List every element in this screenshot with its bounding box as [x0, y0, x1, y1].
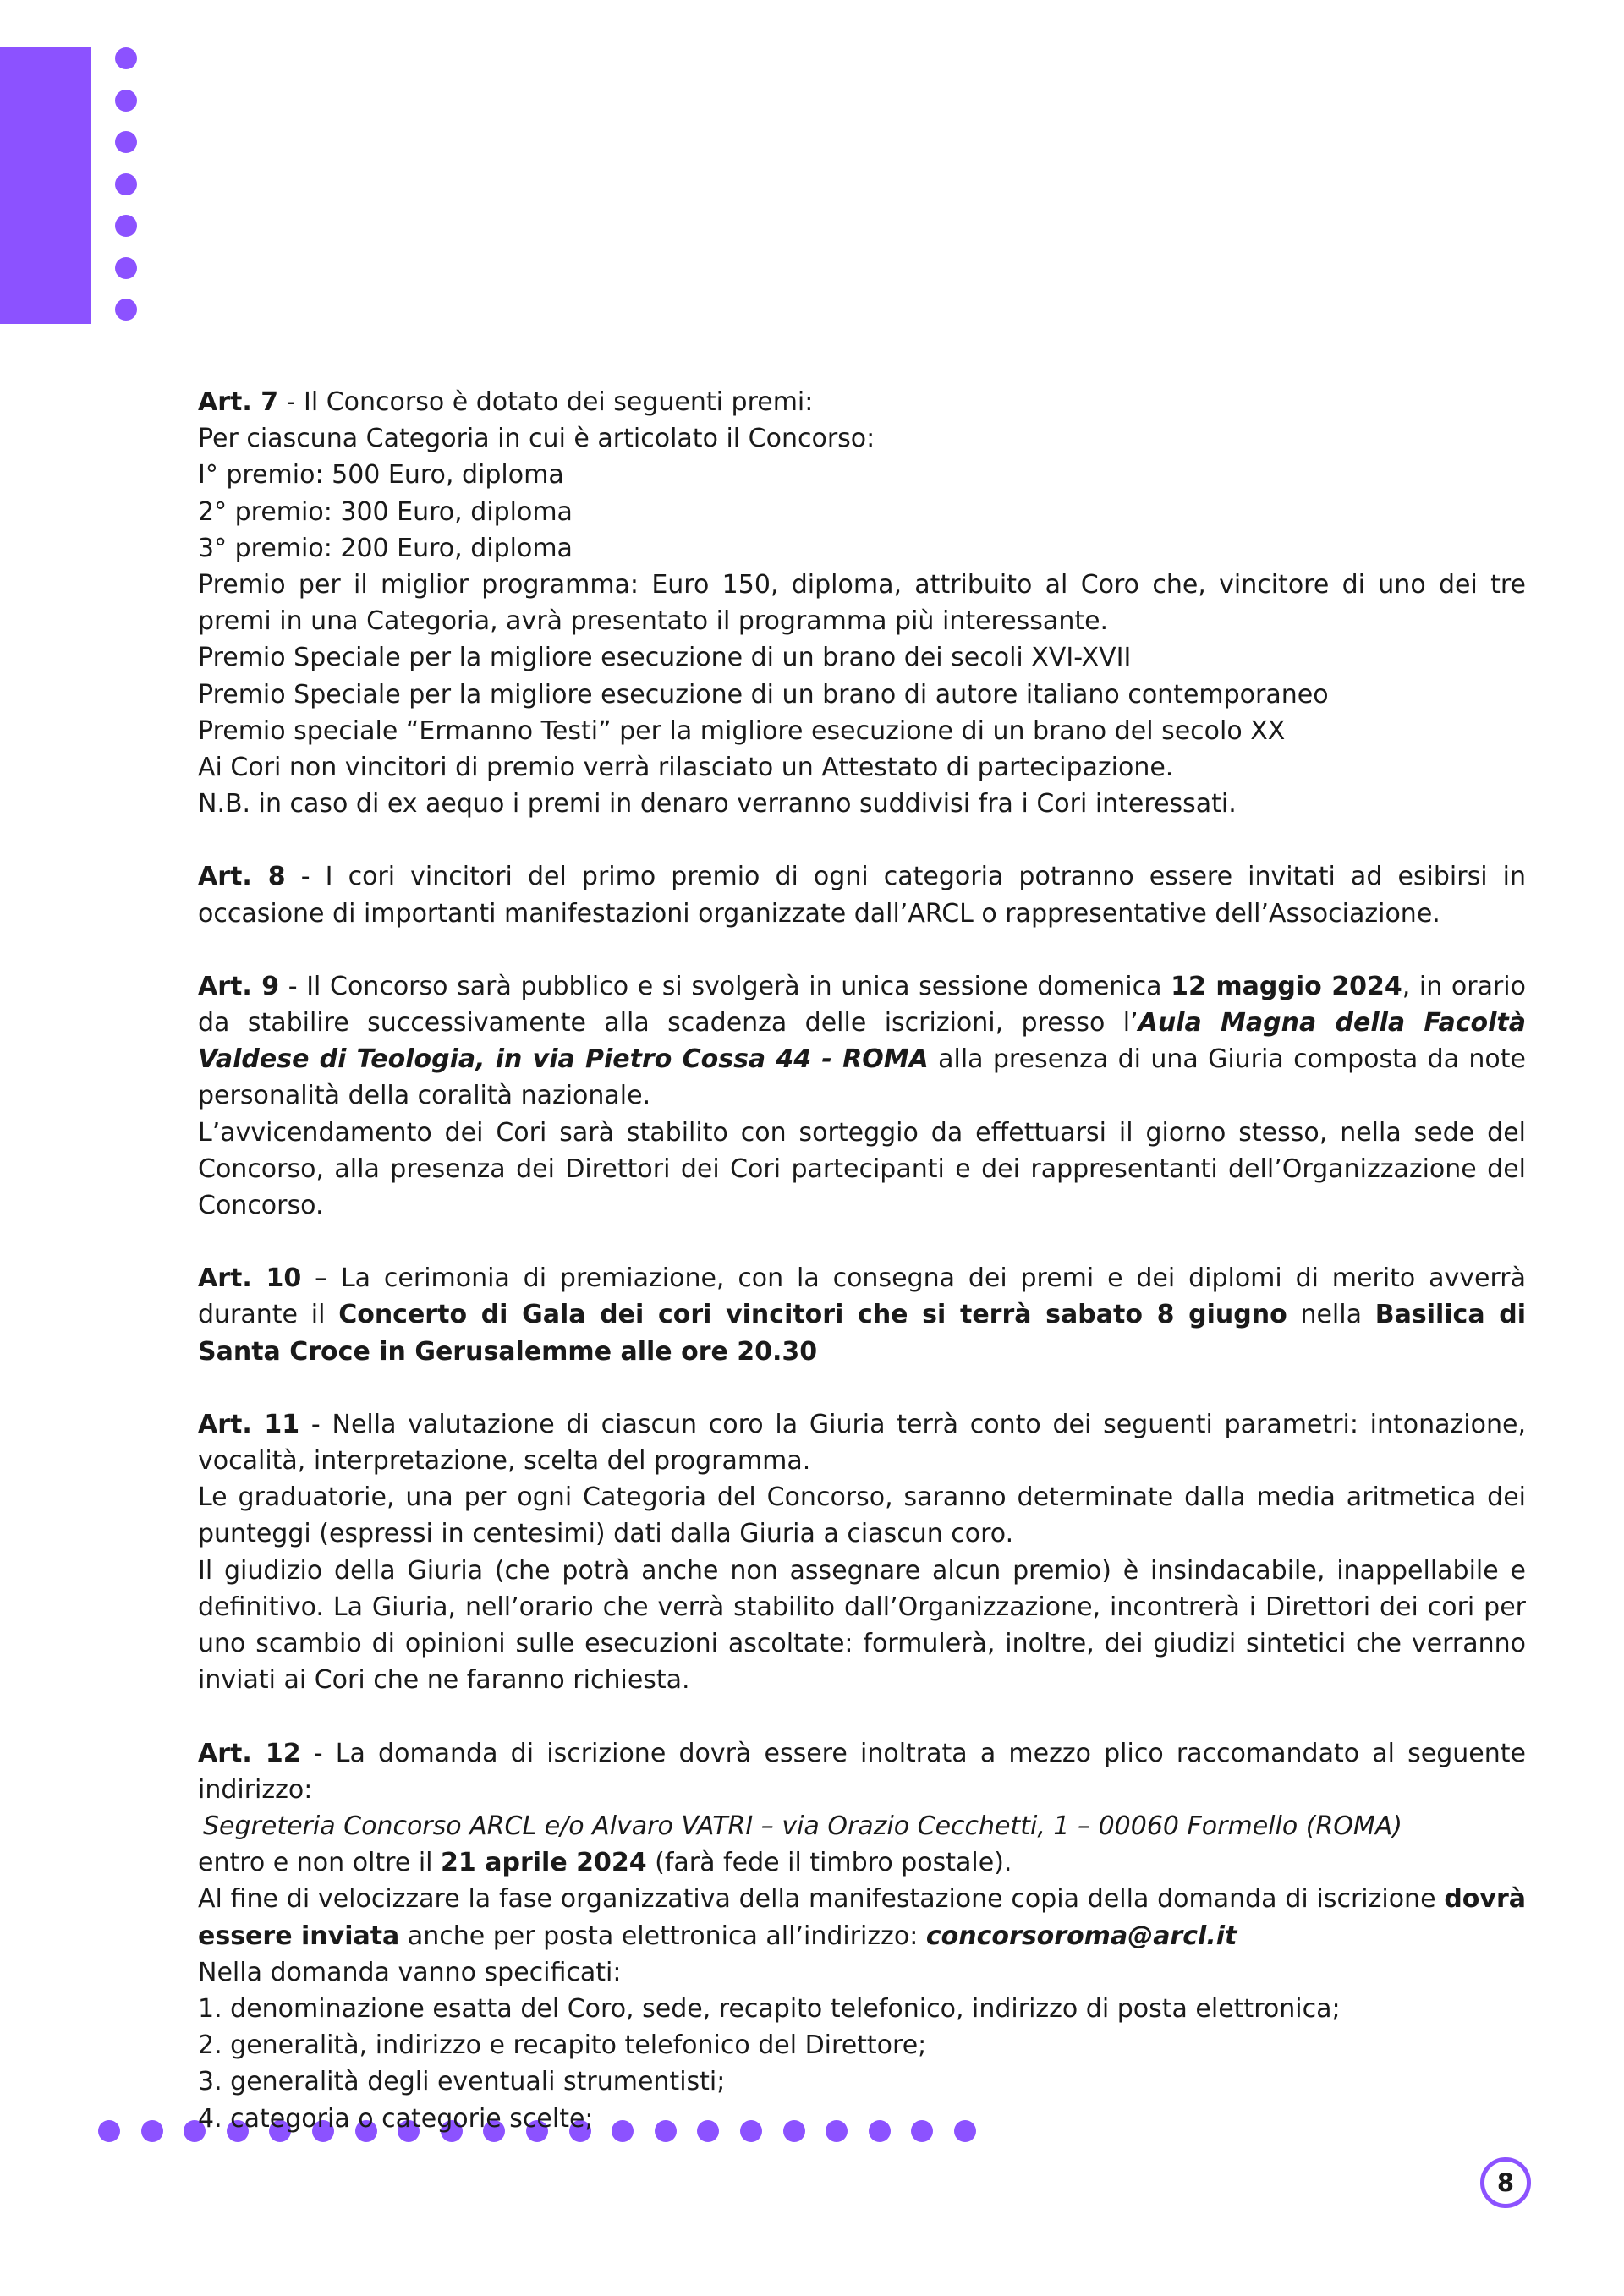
- list-item: 1. denominazione esatta del Coro, sede, recapito telefonico, indirizzo di posta elettronica;: [198, 1993, 1341, 2024]
- event-date: 12 maggio 2024: [1171, 971, 1402, 1001]
- dot: [141, 2120, 163, 2142]
- article-10-label: Art. 10: [198, 1263, 302, 1294]
- article-7: [198, 384, 1526, 822]
- article-11: Art. 11 - Nella valutazione di ciascun coro la Giuria terrà conto dei seguenti parametri: intonazione, vocalità, interpretazione, scelta del programma. Le graduatorie, una per ogni Categoria del Concorso, saranno determinate dalla media aritmetica dei punteggi (espressi in centesimi) dati dalla Giuria a ciascun coro. Il giudizio della Giuria (che potrà anche non assegnare alcun premio) è insindacabile, inappellabile e definitivo. La Giuria, nell’orario che verrà stabilito dall’Organizzazione, incontrerà i Direttori dei cori per uno scambio di opinioni sulle esecuzioni ascoltate: formulerà, inoltre, dei giudizi sintetici che verranno inviati ai Cori che ne faranno richiesta.: [198, 1406, 1526, 1699]
- article-7-line: Per ciascuna Categoria in cui è articolato il Concorso:: [198, 424, 875, 454]
- corner-accent-bar: [0, 47, 91, 324]
- article-9-label: Art. 9: [198, 971, 280, 1001]
- dot: [115, 215, 137, 237]
- list-intro: Nella domanda vanno specificati:: [198, 1957, 622, 1987]
- article-7-line: N.B. in caso di ex aequo i premi in denaro verranno suddivisi fra i Cori interessati.: [198, 789, 1237, 819]
- article-11-paragraph-2: Le graduatorie, una per ogni Categoria del Concorso, saranno determinate dalla media aritmetica dei punteggi (espressi in centesimi) dati dalla Giuria a ciascun coro.: [198, 1482, 1526, 1549]
- article-7-label: Art. 7: [198, 387, 279, 417]
- dot: [115, 90, 137, 112]
- gala-venue: Basilica di Santa Croce in Gerusalemme alle ore 20.30: [198, 1300, 1526, 1367]
- article-7-intro: Art. 7 - Il Concorso è dotato dei seguenti premi:: [198, 387, 814, 417]
- registration-deadline: 21 aprile 2024: [441, 1848, 647, 1878]
- venue-address: Aula Magna della Facoltà Valdese di Teologia, in via Pietro Cossa 44 - ROMA: [198, 1008, 1526, 1075]
- dot: [98, 2120, 120, 2142]
- dot: [115, 173, 137, 195]
- postal-address: Segreteria Concorso ARCL e/o Alvaro VATRI – via Orazio Cecchetti, 1 – 00060 Formello (ROMA): [203, 1811, 1403, 1841]
- article-7-line: 3° premio: 200 Euro, diploma: [198, 533, 573, 563]
- gala-concert: Concerto di Gala dei cori vincitori che si terrà sabato 8 giugno: [338, 1300, 1287, 1330]
- dot: [115, 257, 137, 279]
- article-7-line: I° premio: 500 Euro, diploma: [198, 460, 564, 490]
- requirements-list: [198, 1991, 1526, 2137]
- article-11-paragraph-3: Il giudizio della Giuria (che potrà anche non assegnare alcun premio) è insindacabile, inappellabile e definitivo. La Giuria, nell’orario che verrà stabilito dall’Organizzazione, incontrerà i Direttori dei cori per uno scambio di opinioni sulle esecuzioni ascoltate: formulerà, inoltre, dei giudizi sintetici che verranno inviati ai Cori che ne faranno richiesta.: [198, 1555, 1526, 1696]
- article-9: Art. 9 - Il Concorso sarà pubblico e si svolgerà in unica sessione domenica 12 maggio 2024, in orario da stabilire successivamente alla scadenza delle iscrizioni, presso l’Aula Magna della Facoltà Valdese di Teologia, in via Pietro Cossa 44 - ROMA alla presenza di una Giuria composta da note personalità della coralità nazionale. L’avvicendamento dei Cori sarà stabilito con sorteggio da effettuarsi il giorno stesso, nella sede del Concorso, alla presenza dei Direttori dei Cori partecipanti e dei rappresentanti dell’Organizzazione del Concorso.: [198, 968, 1526, 1224]
- article-9-paragraph-2: L’avvicendamento dei Cori sarà stabilito con sorteggio da effettuarsi il giorno stesso, nella sede del Concorso, alla presenza dei Direttori dei Cori partecipanti e dei rappresentanti dell’Organizzazione del Concorso.: [198, 1117, 1526, 1221]
- article-12: Art. 12 - La domanda di iscrizione dovrà essere inoltrata a mezzo plico raccomandato al seguente indirizzo: Segreteria Concorso ARCL e/o Alvaro VATRI – via Orazio Cecchetti, 1 – 00060 Formello (ROMA) entro e non oltre il 21 aprile 2024 (farà fede il timbro postale). Al fine di velocizzare la fase organizzativa della manifestazione copia della domanda di iscrizione dovrà essere inviata anche per posta elettronica all’indirizzo: concorsoroma@arcl.it Nella domanda vanno specificati: 1. denominazione esatta del Coro, sede, recapito telefonico, indirizzo di posta elettronica; 2. generalità, indirizzo e recapito telefonico del Direttore; 3. generalità degli eventuali strumentisti; 4. categoria o categorie scelte;: [198, 1735, 1526, 2137]
- article-7-line: Premio per il miglior programma: Euro 150, diploma, attribuito al Coro che, vincitore di uno dei tre premi in una Categoria, avrà presentato il programma più interessante.: [198, 570, 1526, 637]
- article-10: Art. 10 – La cerimonia di premiazione, con la consegna dei premi e dei diplomi di merito avverrà durante il Concerto di Gala dei cori vincitori che si terrà sabato 8 giugno nella Basilica di Santa Croce in Gerusalemme alle ore 20.30: [198, 1263, 1526, 1367]
- dot: [115, 47, 137, 69]
- page-number: 8: [1480, 2157, 1531, 2208]
- article-12-label: Art. 12: [198, 1738, 301, 1768]
- contact-email-link[interactable]: concorsoroma@arcl.it: [925, 1921, 1237, 1951]
- list-item: 2. generalità, indirizzo e recapito telefonico del Direttore;: [198, 2030, 927, 2061]
- dot: [115, 131, 137, 153]
- article-7-line: 2° premio: 300 Euro, diploma: [198, 496, 573, 527]
- dot: [115, 299, 137, 321]
- article-7-line: Premio Speciale per la migliore esecuzione di un brano di autore italiano contemporaneo: [198, 679, 1329, 710]
- article-7-line: Premio speciale “Ermanno Testi” per la migliore esecuzione di un brano del secolo XX: [198, 715, 1286, 746]
- article-8: Art. 8 - I cori vincitori del primo premio di ogni categoria potranno essere invitati ad esibirsi in occasione di importanti manifestazioni organizzate dall’ARCL o rappresentative dell’Associazione.: [198, 862, 1526, 929]
- article-11-label: Art. 11: [198, 1409, 300, 1439]
- article-8-label: Art. 8: [198, 862, 286, 892]
- document-body: [198, 384, 1526, 2173]
- list-item: 4. categoria o categorie scelte;: [198, 2103, 594, 2134]
- article-7-lines: [198, 420, 1526, 822]
- article-7-line: Premio Speciale per la migliore esecuzione di un brano dei secoli XVI-XVII: [198, 643, 1132, 673]
- article-7-line: Ai Cori non vincitori di premio verrà rilasciato un Attestato di partecipazione.: [198, 753, 1174, 783]
- list-item: 3. generalità degli eventuali strumentisti;: [198, 2067, 726, 2097]
